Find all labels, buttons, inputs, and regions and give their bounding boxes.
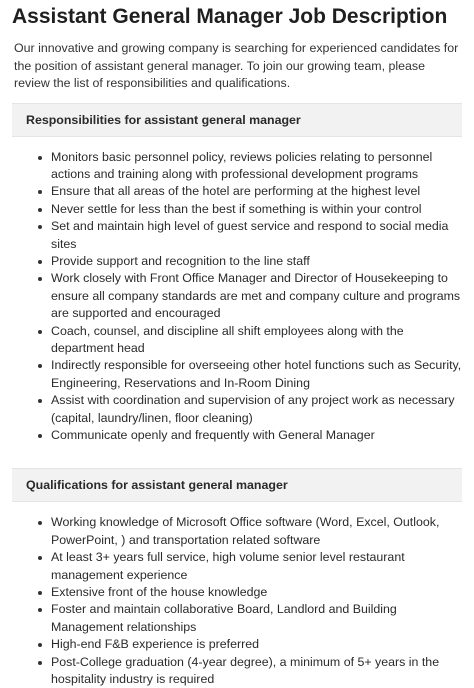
bullet-icon: [38, 434, 42, 438]
list-item: [38, 253, 462, 270]
list-item-text: Working knowledge of Microsoft Office software (Word, Excel, Outlook, PowerPoint, ) and transportation related software: [51, 515, 440, 547]
intro-paragraph: Our innovative and growing company is searching for experienced candidates for the position of assistant general manager. To join our growing team, please review the list of responsibilities and qualifications.: [14, 41, 459, 90]
list-item-text: Coach, counsel, and discipline all shift employees along with the department head: [51, 323, 404, 355]
list-item: [38, 183, 462, 200]
bullet-icon: [38, 225, 42, 229]
list-item-text: Work closely with Front Office Manager and Director of Housekeeping to ensure all company standards are met and company culture and programs are supported and encouraged: [51, 271, 461, 321]
bullet-icon: [38, 208, 42, 212]
section-spacer: [12, 444, 462, 458]
page-title: Assistant General Manager Job Description: [12, 5, 448, 28]
list-item: [38, 549, 462, 584]
qualifications-list: [12, 514, 462, 688]
list-item-text: Post-College graduation (4-year degree), a minimum of 5+ years in the hospitality industry is required: [51, 654, 440, 687]
list-item-text: Extensive front of the house knowledge: [51, 585, 268, 600]
list-item: [38, 218, 462, 253]
list-item-text: Provide support and recognition to the line staff: [51, 253, 310, 268]
list-item-text: Monitors basic personnel policy, reviews policies relating to personnel actions and training along with professional development programs: [51, 149, 433, 181]
bullet-icon: [38, 591, 42, 595]
bullet-icon: [38, 364, 42, 368]
bullet-icon: [38, 608, 42, 612]
list-item-text: Foster and maintain collaborative Board, Landlord and Building Management relationships: [51, 602, 397, 634]
responsibilities-heading: Responsibilities for assistant general manager: [12, 103, 462, 137]
list-item: [38, 149, 462, 184]
bullet-icon: [38, 190, 42, 194]
list-item-text: At least 3+ years full service, high volume senior level restaurant management experience: [51, 550, 405, 582]
bullet-icon: [38, 556, 42, 560]
list-item: [38, 601, 462, 636]
bullet-icon: [38, 260, 42, 264]
list-item: [38, 636, 462, 653]
bullet-icon: [38, 661, 42, 665]
list-item: [38, 427, 462, 444]
bullet-icon: [38, 399, 42, 403]
bullet-icon: [38, 330, 42, 334]
list-item: [38, 584, 462, 601]
bullet-icon: [38, 156, 42, 160]
list-item-text: Never settle for less than the best if something is within your control: [51, 201, 422, 216]
bullet-icon: [38, 643, 42, 647]
list-item-text: High-end F&B experience is preferred: [51, 637, 259, 652]
list-item-text: Communicate openly and frequently with General Manager: [51, 428, 375, 442]
list-item: [38, 270, 462, 322]
list-item-text: Indirectly responsible for overseeing other hotel functions such as Security, Engineering, Reservations and In-Room Dining: [51, 358, 462, 390]
list-item-text: Set and maintain high level of guest service and respond to social media sites: [51, 219, 449, 251]
list-item-text: Ensure that all areas of the hotel are performing at the highest level: [51, 184, 421, 199]
list-item: [38, 392, 462, 427]
list-item: [38, 357, 462, 392]
list-item: [38, 514, 462, 549]
list-item-text: Assist with coordination and supervision of any project work as necessary (capital, laundry/linen, floor cleaning): [51, 393, 455, 425]
list-item: [38, 654, 462, 688]
bullet-icon: [38, 277, 42, 281]
list-item: [38, 201, 462, 218]
responsibilities-list: [12, 149, 462, 445]
list-item: [38, 323, 462, 358]
bullet-icon: [38, 521, 42, 525]
qualifications-heading: Qualifications for assistant general manager: [12, 468, 462, 502]
